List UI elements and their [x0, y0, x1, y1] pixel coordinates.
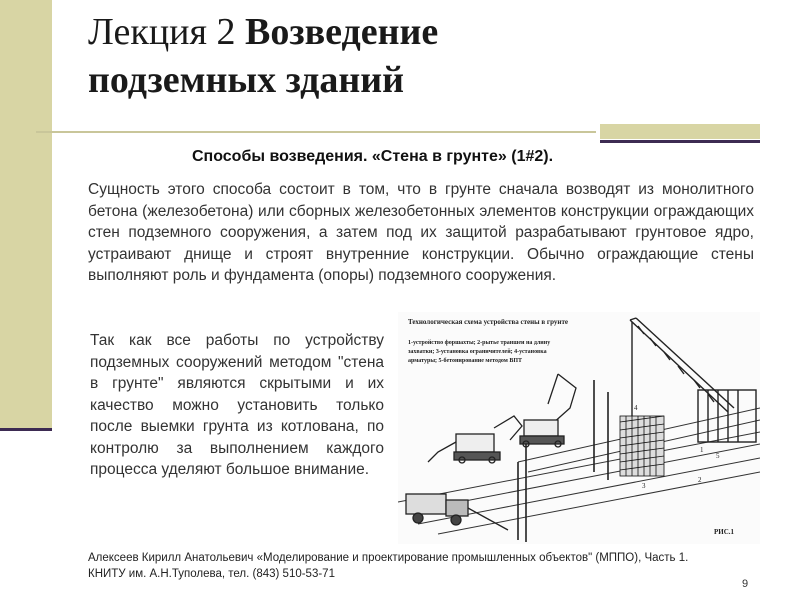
- footer-credits: [88, 550, 738, 582]
- title-divider: [36, 131, 596, 133]
- diagram-heading: Технологическая схема устройства стены в грунте: [408, 318, 568, 326]
- title-main-line1: Возведение: [245, 11, 439, 53]
- construction-diagram: [398, 312, 760, 544]
- backhoe: [428, 416, 522, 463]
- callout-3: 3: [642, 482, 646, 490]
- title-main-line2: подземных зданий: [88, 59, 405, 101]
- callout-2: 2: [698, 476, 702, 484]
- diagram-legend-line1: 1-устройство форшахты; 2-рытье траншеи на длину: [408, 340, 551, 346]
- concrete-truck: [406, 494, 508, 530]
- vertical-pipes: [518, 380, 608, 542]
- divider-accent-line: [600, 140, 760, 143]
- diagram-legend-line3: арматуры; 5-бетонирование методом ВПТ: [408, 358, 523, 364]
- reinforcement-cage: [620, 416, 664, 476]
- slide-title: [88, 8, 788, 104]
- callout-4: 4: [634, 404, 638, 412]
- divider-accent-block: [600, 124, 760, 139]
- diagram-legend-line2: захватки; 3-установка ограничителей; 4-установка: [408, 349, 547, 355]
- left-decorative-band: [0, 0, 52, 428]
- footer-contact-line: КНИТУ им. А.Н.Туполева, тел. (843) 510-53-71: [88, 568, 335, 580]
- intro-paragraph: Сущность этого способа состоит в том, что в грунте сначала возводят из монолитного бетона (железобетона) или сборных железобетонных элементов конструкции ограждающих стен подземного сооружения, а затем под их защитой разрабатывают грунтовое ядро, устраивают днище и строят внутренние конструкции. Обычно ограждающие стены выполняют роль и фундамента (опоры) подземного сооружения.: [88, 181, 754, 284]
- section-subtitle: Способы возведения. «Стена в грунте» (1#2).: [192, 148, 554, 165]
- callout-1: 1: [700, 446, 704, 454]
- left-band-accent-bar: [0, 428, 52, 431]
- footer-author-line: Алексеев Кирилл Анатольевич «Моделирование и проектирование промышленных объектов" (МППО), Часть 1.: [88, 552, 689, 564]
- title-lecture-number: Лекция 2: [88, 11, 245, 53]
- excavator: [520, 374, 576, 447]
- diagram-drawing: [398, 312, 760, 544]
- page-number: 9: [742, 578, 749, 590]
- side-paragraph: Так как все работы по устройству подземных сооружений методом "стена в грунте" являются скрытыми и их качество можно установить только после выемки грунта из котлована, по контролю за выполнением каждого процесса уделяют большое внимание.: [90, 332, 384, 478]
- callout-5: 5: [716, 452, 720, 460]
- diagram-figure-label: РИС.1: [714, 528, 735, 536]
